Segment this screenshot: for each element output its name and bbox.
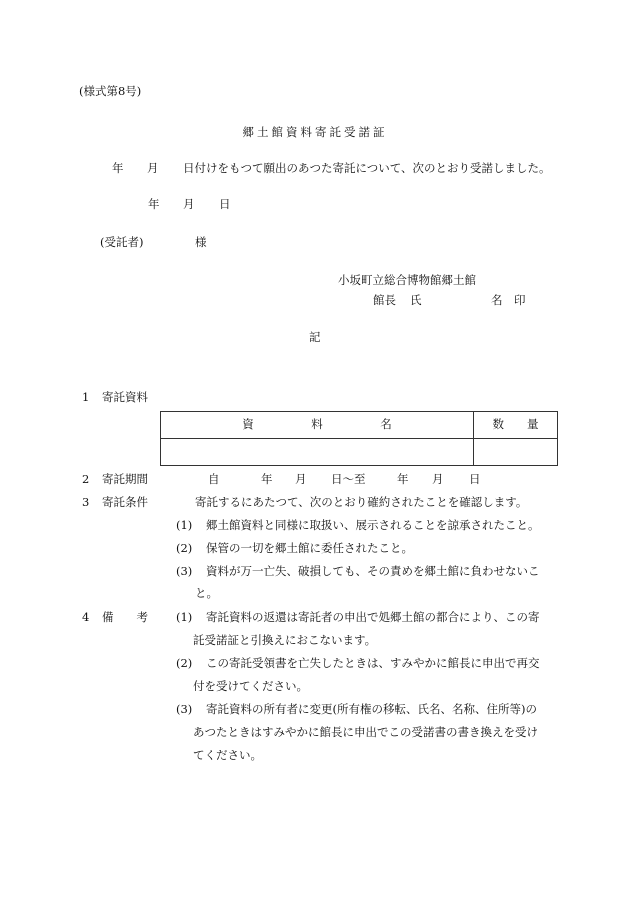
- note-3-text-line3: てください。: [193, 748, 262, 762]
- intro-month: 月: [147, 161, 159, 175]
- document-title: 郷土館資料寄託受諾証: [242, 125, 388, 139]
- issuer-seal: 印: [514, 293, 526, 307]
- note-2-text-line2: 付を受けてください。: [193, 679, 308, 693]
- period-from: 自: [208, 472, 220, 486]
- issuer-org: 小坂町立総合博物館郷土館: [338, 273, 476, 287]
- intro-year: 年: [112, 161, 124, 175]
- date-month: 月: [183, 197, 195, 211]
- section3-label: 寄託条件: [102, 495, 148, 509]
- note-3-text-line1: 寄託資料の所有者に変更(所有権の移転、氏名、名称、住所等)の: [206, 702, 537, 716]
- issuer-seal-name: 名: [491, 293, 503, 307]
- cell-quantity: [474, 439, 558, 466]
- note-3-text-line2: あつたときはすみやかに館長に申出でこの受諾書の書き換えを受け: [193, 725, 538, 739]
- issuer-name-label: 氏: [410, 293, 422, 307]
- period-month: 月: [295, 472, 307, 486]
- condition-3-text-line1: 資料が万一亡失、破損しても、その責めを郷土館に負わせないこ: [206, 564, 540, 578]
- note-2-number: (2): [176, 656, 193, 670]
- date-year: 年: [148, 197, 160, 211]
- period-year: 年: [261, 472, 273, 486]
- form-number: (様式第8号): [79, 84, 142, 98]
- section2-number: 2: [82, 472, 90, 486]
- deposit-items-table: [160, 411, 558, 466]
- period-year2: 年: [397, 472, 409, 486]
- header-quantity: 数 量: [474, 412, 558, 439]
- section2-label: 寄託期間: [102, 472, 148, 486]
- note-1-text-line2: 託受諾証と引換えにおこないます。: [193, 633, 377, 647]
- issuer-title: 館長: [373, 293, 396, 307]
- period-day-to: 日～至: [331, 472, 366, 486]
- note-3-number: (3): [176, 702, 193, 716]
- condition-3-text-line2: と。: [195, 586, 218, 600]
- period-day2: 日: [469, 472, 481, 486]
- condition-2-text: 保管の一切を郷土館に委任されたこと。: [206, 541, 413, 555]
- cell-material-name: [161, 439, 474, 466]
- section1-number: 1: [82, 390, 90, 404]
- condition-1-number: (1): [176, 518, 193, 532]
- table-header-row: [161, 412, 558, 439]
- section4-number: 4: [82, 610, 90, 624]
- header-material-name: 資 料 名: [161, 412, 474, 439]
- section1-label: 寄託資料: [102, 390, 148, 404]
- section3-number: 3: [82, 495, 90, 509]
- section4-label: 備 考: [102, 610, 148, 624]
- intro-text: 日付けをもつて願出のあつた寄託について、次のとおり受諾しました。: [183, 161, 551, 175]
- condition-3-number: (3): [176, 564, 193, 578]
- recipient-honorific: 様: [195, 235, 207, 249]
- ki-heading: 記: [309, 330, 321, 344]
- note-1-text-line1: 寄託資料の返還は寄託者の申出で処郷土館の都合により、この寄: [206, 610, 540, 624]
- section3-lead: 寄託するにあたつて、次のとおり確約されたことを確認します。: [195, 495, 528, 509]
- note-1-number: (1): [176, 610, 193, 624]
- note-2-text-line1: この寄託受領書を亡失したときは、すみやかに館長に申出で再交: [206, 656, 540, 670]
- period-month2: 月: [432, 472, 444, 486]
- condition-2-number: (2): [176, 541, 193, 555]
- recipient-label: (受託者): [100, 235, 144, 249]
- condition-1-text: 郷土館資料と同様に取扱い、展示されることを諒承されたこと。: [206, 518, 540, 532]
- date-day: 日: [219, 197, 231, 211]
- table-row: [161, 439, 558, 466]
